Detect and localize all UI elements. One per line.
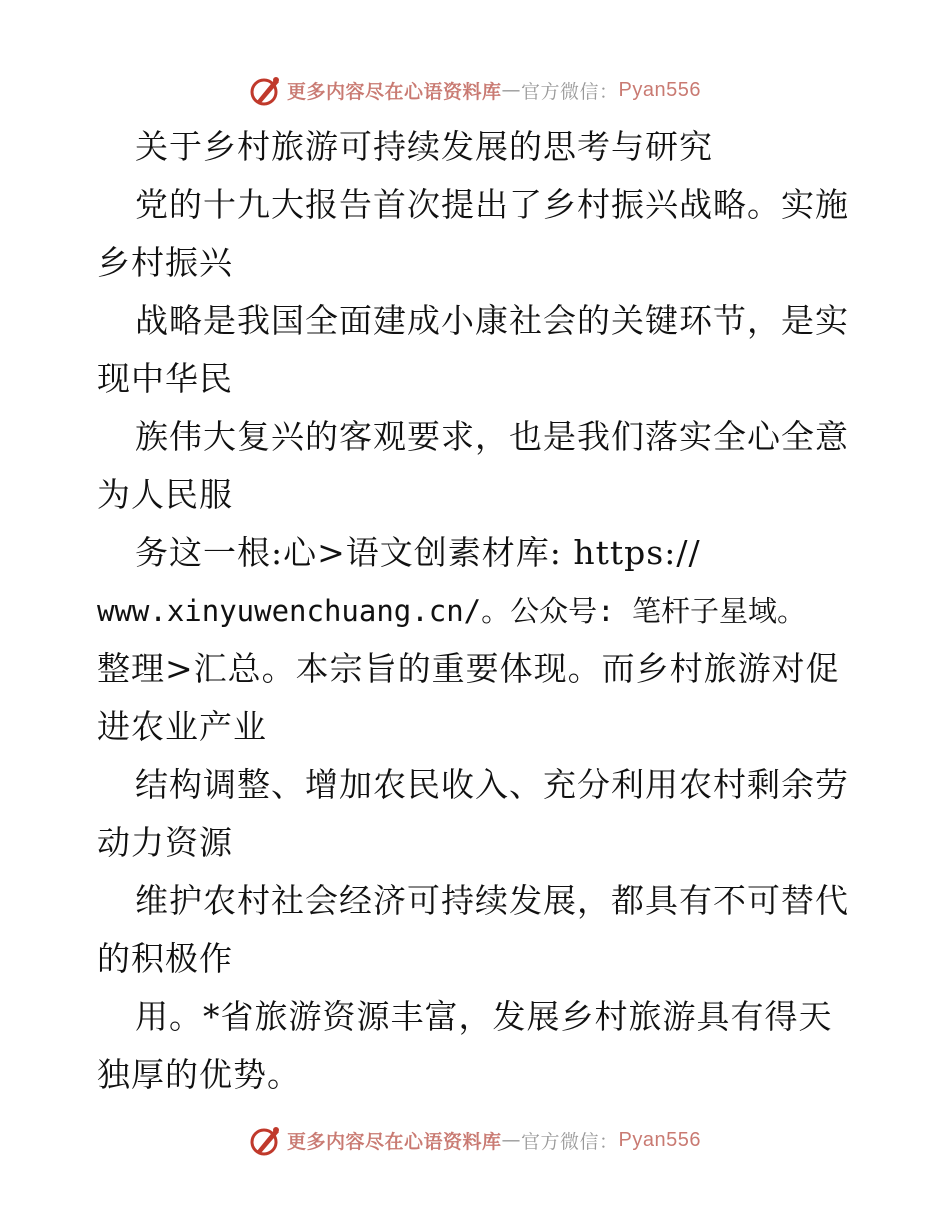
banner-wechat-handle: Pyan556	[618, 78, 701, 101]
banner-main-text: 更多内容尽在心语资料库	[287, 80, 502, 103]
paragraph-line: 进农业产业	[97, 707, 267, 746]
paragraph-line: 结构调整、增加农民收入、充分利用农村剩余劳	[135, 765, 849, 804]
paragraph-line: 战略是我国全面建成小康社会的关键环节，是实	[135, 301, 849, 340]
paragraph-line: 维护农村社会经济可持续发展，都具有不可替代	[135, 881, 849, 920]
banner-main-text: 更多内容尽在心语资料库	[287, 1130, 502, 1153]
paragraph-line: 务这一根:心>语文创素材库: https://	[135, 533, 701, 572]
paragraph-line: 现中华民	[97, 359, 233, 398]
banner-wechat-label: 官方微信：	[521, 80, 619, 103]
header-banner	[0, 70, 950, 110]
banner-separator: —	[501, 1129, 522, 1151]
banner-wechat-label: 官方微信：	[521, 1130, 619, 1153]
pen-logo-icon	[249, 73, 283, 107]
footer-banner	[0, 1120, 950, 1160]
banner-wechat-handle: Pyan556	[618, 1128, 701, 1151]
pen-logo-icon	[249, 1123, 283, 1157]
paragraph-line-url: www.xinyuwenchuang.cn/。公众号: 笔杆子星域。	[97, 594, 807, 628]
paragraph-line: 乡村振兴	[97, 243, 233, 282]
paragraph-line: 党的十九大报告首次提出了乡村振兴战略。实施	[135, 185, 849, 224]
paragraph-line: 整理>汇总。本宗旨的重要体现。而乡村旅游对促	[97, 649, 840, 688]
paragraph-line: 族伟大复兴的客观要求，也是我们落实全心全意	[135, 417, 849, 456]
document-title: 关于乡村旅游可持续发展的思考与研究	[135, 127, 713, 166]
paragraph-line: 动力资源	[97, 823, 233, 862]
paragraph-line: 用。*省旅游资源丰富，发展乡村旅游具有得天	[135, 997, 833, 1036]
paragraph-line: 独厚的优势。	[97, 1055, 301, 1094]
paragraph-line: 为人民服	[97, 475, 233, 514]
banner-separator: —	[501, 79, 522, 101]
document-body	[97, 118, 857, 1104]
paragraph-line: 的积极作	[97, 939, 233, 978]
